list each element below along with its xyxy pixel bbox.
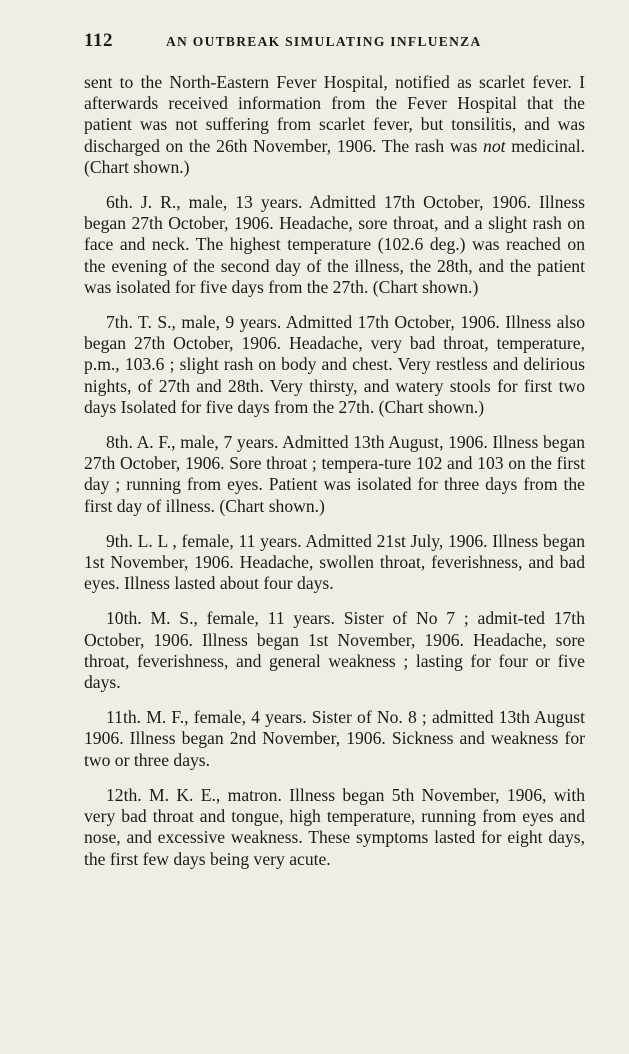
case-paragraph: 9th. L. L , female, 11 years. Admitted 21st July, 1906. Illness began 1st November, 1906. Headache, swollen throat, feverishness, and bad eyes. Illness lasted about four days. [84, 530, 585, 594]
page-header [84, 30, 585, 60]
case-paragraph: 8th. A. F., male, 7 years. Admitted 13th August, 1906. Illness began 27th October, 1906. Sore throat ; tempera-ture 102 and 103 on the first day ; running from eyes. Patient was isolated for three days from the first day of illness. (Chart shown.) [84, 432, 585, 516]
paragraph-text: medicinal. (Chart shown.) [84, 135, 585, 177]
case-paragraph: 10th. M. S., female, 11 years. Sister of No 7 ; admit-ted 17th October, 1906. Illness began 1st November, 1906. Headache, sore throat, feverishness, and general weakness ; lasting for four or five days. [84, 608, 585, 693]
emphasis-text: not [483, 135, 506, 156]
page-number: 112 [84, 30, 113, 51]
paragraph-text: sent to the North-Eastern Fever Hospital, notified as scarlet fever. I afterwards received information from the Fever Hospital that the patient was not suffering from scarlet fever, but tonsilitis, and was discharged on the 26th November, 1906. The rash was [84, 72, 585, 156]
case-paragraph: 12th. M. K. E., matron. Illness began 5th November, 1906, with very bad throat and tongue, high temperature, running from eyes and nose, and excessive weakness. These symptoms lasted for eight days, the first few days being very acute. [84, 784, 585, 869]
running-title: AN OUTBREAK SIMULATING INFLUENZA [166, 34, 482, 49]
case-paragraph: 11th. M. F., female, 4 years. Sister of No. 8 ; admitted 13th August 1906. Illness began 2nd November, 1906. Sickness and weakness for two or three days. [84, 707, 585, 770]
paragraph-continued [84, 72, 585, 178]
case-paragraph: 7th. T. S., male, 9 years. Admitted 17th October, 1906. Illness also began 27th October, 1906. Headache, very bad throat, temperature, p.m., 103.6 ; slight rash on body and chest. Very restless and delirious nights, of 27th and 28th. Very thirsty, and watery stools for first two days Isolated for five days from the 27th. (Chart shown.) [84, 312, 585, 417]
case-paragraph: 6th. J. R., male, 13 years. Admitted 17th October, 1906. Illness began 27th October, 1906. Headache, sore throat, and a slight rash on face and neck. The highest temperature (102.6 deg.) was reached on the evening of the second day of the illness, the 28th, and the patient was isolated for five days from the 27th. (Chart shown.) [84, 192, 585, 297]
body-text [84, 72, 585, 870]
